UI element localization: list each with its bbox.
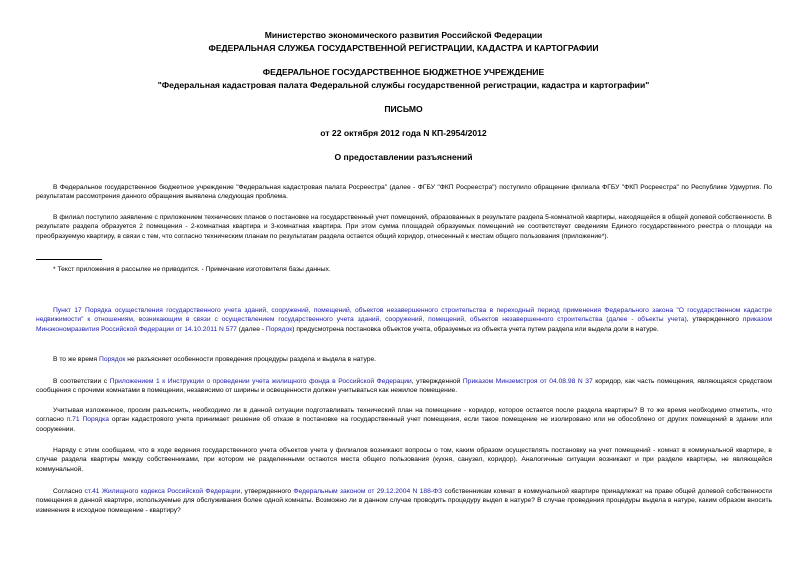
paragraph-appeal: В Федеральное государственное бюджетное учреждение "Федеральная кадастровая палата Росреестра" (далее - ФГБУ "ФКП Росреестра") поступило обращение филиала ФГБУ "ФКП Росреестра" по Республике Удмуртия. По результатам рассмотрения данного обращения выявлена следующая проблема.: [36, 184, 772, 201]
link-procedure[interactable]: Порядок: [99, 356, 126, 363]
paragraph-corridor-accounting: [36, 377, 772, 396]
text-segment: собственникам комнат в коммунальной квартире принадлежат на праве общей долевой собственности помещения в данной квартире, используемые для обслуживания более одной комнаты. Возможно ли в данном случае проводить процедуру выдел в натуре? В случае проведения процедуры выдела в натуре, каким образом вносить изменения в исходное помещение - квартиру?: [36, 488, 772, 514]
institution-full-name: "Федеральная кадастровая палата Федеральной службы государственной регистрации, кадастра и картографии": [157, 80, 650, 90]
document-date-number: от 22 октября 2012 года N КП-2954/2012: [320, 128, 487, 138]
ministry-name: Министерство экономического развития Российской Федерации: [264, 30, 543, 40]
link-minzemstroy-order-37[interactable]: Приказом Минземстроя от 04.08.98 N 37: [462, 378, 593, 385]
link-procedure[interactable]: Порядок: [265, 325, 293, 333]
service-name: ФЕДЕРАЛЬНАЯ СЛУЖБА ГОСУДАРСТВЕННОЙ РЕГИСТРАЦИИ, КАДАСТРА И КАРТОГРАФИИ: [208, 43, 599, 53]
text-segment: В то же время: [53, 356, 100, 363]
link-procedure-item-17[interactable]: Пункт 17 Порядка осуществления государственного учета зданий, сооружений, помещений, объектов незавершенного строительства в переходный период применения Федерального закона "О государственном кадастре недвижимости" к отношениям, возникающим в связи с осуществлением государственного учета зданий, сооружений, помещений, объектов незавершенного строительства (далее - объекты учета): [36, 307, 772, 324]
paragraph-communal-rooms: Наряду с этим сообщаем, что в ходе ведения государственного учета объектов учета у филиалов возникают вопросы о том, каким образом осуществлять постановку на учет помещений - комнат в коммунальной квартире, в случае раздела квартиры между собственниками, при котором не разделенными остаются места общего пользования (кухня, санузел, коридор). Аналогичные ситуации возникают и при разделе квартиры, не являющейся коммунальной.: [36, 447, 772, 473]
text-segment: , утвержденного: [686, 316, 743, 324]
link-federal-law-188[interactable]: Федеральным законом от 29.12.2004 N 188-ФЗ: [293, 488, 443, 495]
text-segment: , утвержденной: [411, 378, 463, 385]
text-segment: не разъясняет особенности проведения процедуры раздела и выдела в натуре.: [125, 356, 377, 363]
text-segment: Согласно: [53, 488, 85, 495]
footnote: * Текст приложения в рассылке не приводится. - Примечание изготовителя базы данных.: [53, 266, 331, 273]
paragraph-clarification-request: [36, 406, 772, 434]
text-segment: В соответствии с: [53, 378, 110, 385]
institution-name: ФЕДЕРАЛЬНОЕ ГОСУДАРСТВЕННОЕ БЮДЖЕТНОЕ УЧРЕЖДЕНИЕ: [262, 67, 545, 77]
link-procedure-item-71[interactable]: п.71 Порядка: [66, 416, 109, 424]
text-segment: орган кадастрового учета принимает решение об отказе в постановке на государственный учет помещения, если такое помещение не изолировано или не обособлено от других помещений в здании или сооружении.: [36, 416, 772, 433]
link-housing-instruction-appendix[interactable]: Приложением 1 к Инструкции о проведении учета жилищного фонда в Российской Федерации: [109, 378, 412, 385]
document-type: ПИСЬМО: [384, 104, 423, 114]
footnote-divider: [36, 259, 102, 260]
text-segment: ) предусмотрена постановка объектов учета, образуемых из объекта учета путем раздела или выдела доли в натуре.: [292, 325, 659, 333]
link-housing-code-article-41[interactable]: ст.41 Жилищного кодекса Российской Федерации: [84, 488, 241, 495]
paragraph-housing-code: [36, 487, 772, 515]
text-segment: коридор, как часть помещения, являющаяся средством сообщения с прочими комнатами в помещении, независимо от ширины и освещенности должен учитываться как нежилое помещение.: [36, 378, 773, 395]
paragraph-procedure-reference: [36, 306, 772, 334]
text-segment: , утвержденного: [240, 488, 294, 495]
text-segment: Учитывая изложенное, просим разъяснить, необходимо ли в данной ситуации подготавливать технический план на помещение - коридор, которое остается после раздела квартиры? В то же время необходимо отметить, что согласно: [36, 407, 772, 424]
paragraph-procedure-gap: [36, 355, 772, 364]
text-segment: (далее -: [236, 325, 266, 333]
document-subject: О предоставлении разъяснений: [334, 152, 473, 162]
paragraph-application: В филиал поступило заявление с приложением технических планов о постановке на государственный учет помещений, образованных в результате раздела 5-комнатной квартиры, находящейся в общей долевой собственности. В результате раздела образуется 2 помещения - 2-комнатная квартира и 3-комнатная квартира. При этом сумма площадей образуемых помещений не соответствует сведениям Единого государственного реестра о площади на преобразуемую квартиру, в связи с тем, что согласно техническим планам по результатам раздела остается общий коридор, отнесенный к местам общего пользования (приложение*).: [36, 214, 772, 240]
link-order-577[interactable]: приказом Минэкономразвития Российской Федерации от 14.10.2011 N 577: [36, 316, 772, 333]
